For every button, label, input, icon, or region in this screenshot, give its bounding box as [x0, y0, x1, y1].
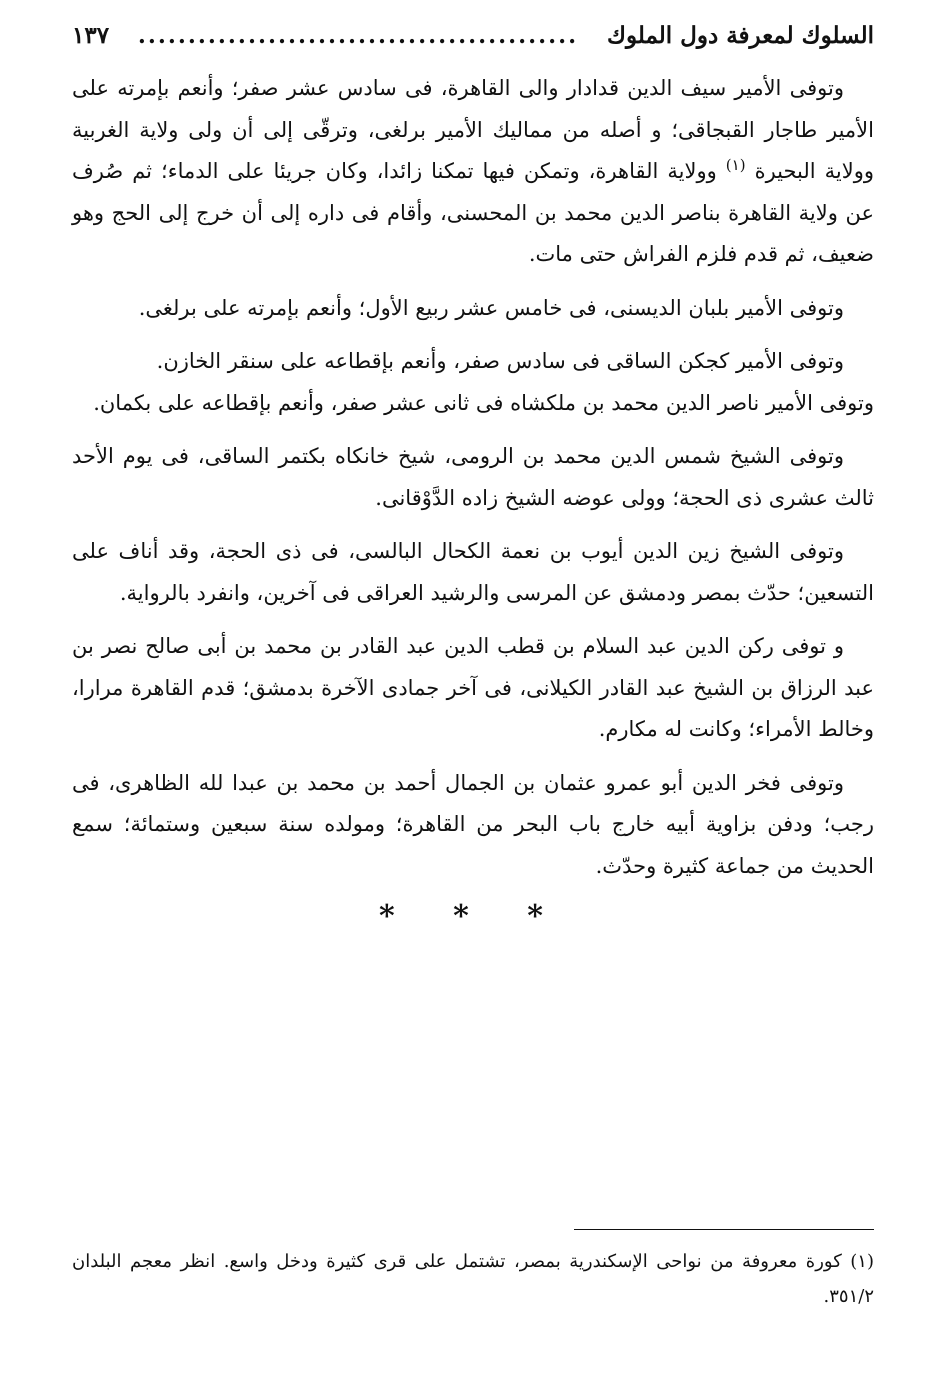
header-leader-dots: ............................................: [137, 22, 579, 49]
paragraph-fakhr-al-din: وتوفى فخر الدين أبو عمرو عثمان بن الجمال أحمد بن محمد بن عبدا لله الظاهرى، فى رجب؛ ودفن بزاوية أبيه خارج باب البحر من القاهرة؛ ومولده سنة سبعين وستمائة؛ سمع الحديث من جماعة كثيرة وحدّث.: [72, 770, 874, 878]
paragraph-qadadar: [72, 68, 874, 276]
main-text: [72, 68, 874, 934]
book-title: السلوك لمعرفة دول الملوك: [606, 22, 874, 49]
paragraph-balaban: وتوفى الأمير بلبان الديسنى، فى خامس عشر ربيع الأول؛ وأنعم بإمرته على برلغى.: [138, 295, 844, 320]
section-separator: * * *: [379, 899, 567, 934]
paragraph-kujkun: وتوفى الأمير كجكن الساقى فى سادس صفر، وأنعم بإقطاعه على سنقر الخازن.: [156, 349, 844, 373]
paragraph-zayn-al-din: وتوفى الشيخ زين الدين أيوب بن نعمة الكحال البالسى، فى ذى الحجة، وقد أناف على التسعين؛ حدّث بمصر ودمشق عن المرسى والرشيد العراقى فى آخرين، وانفرد بالرواية.: [72, 539, 874, 605]
paragraph-shams-al-din: وتوفى الشيخ شمس الدين محمد بن الرومى، شيخ خانكاه بكتمر الساقى، فى يوم الأحد ثالث عشرى ذى الحجة؛ وولى عوضه الشيخ زاده الدَّوْقانى.: [72, 444, 874, 510]
footnote: (١) كورة معروفة من نواحى الإسكندرية بمصر، تشتمل على قرى كثيرة ودخل واسع. انظر معجم البلدان ٣٥١/٢.: [72, 1251, 874, 1307]
running-header: [72, 22, 874, 58]
footnote-reference: (١): [725, 156, 746, 174]
page-number: ١٣٧: [72, 22, 110, 49]
paragraph-text: وولاية القاهرة، وتمكن فيها تمكنا زائدا، وكان جريئا على الدماء؛ ثم صُرف عن ولاية القاهرة بناصر الدين محمد بن المحسنى، وأقام فى داره إلى أن خرج إلى الحج وهو ضعيف، ثم قدم فلزم الفراش حتى مات.: [72, 159, 874, 266]
paragraph-rukn-al-din: و توفى ركن الدين عبد السلام بن قطب الدين عبد القادر بن محمد بن أبى صالح نصر بن عبد الرزاق بن الشيخ عبد القادر الكيلانى، فى آخر جمادى الآخرة بدمشق؛ قدم القاهرة مرارا، وخالط الأمراء؛ وكانت له مكارم.: [72, 634, 874, 741]
footnote-divider: [574, 1229, 874, 1230]
paragraph-text: وتوفى الأمير سيف الدين قدادار والى القاهرة، فى سادس عشر صفر؛ وأنعم بإمرته على الأمير طاجار القبجاقى؛ و أصله من مماليك الأمير برلغى، وترقّى إلى أن ولى ولاية الغربية وولاية البحيرة: [72, 76, 875, 183]
paragraph-nasir-al-din: وتوفى الأمير ناصر الدين محمد بن ملكشاه فى ثانى عشر صفر، وأنعم بإقطاعه على بكمان.: [93, 390, 874, 415]
